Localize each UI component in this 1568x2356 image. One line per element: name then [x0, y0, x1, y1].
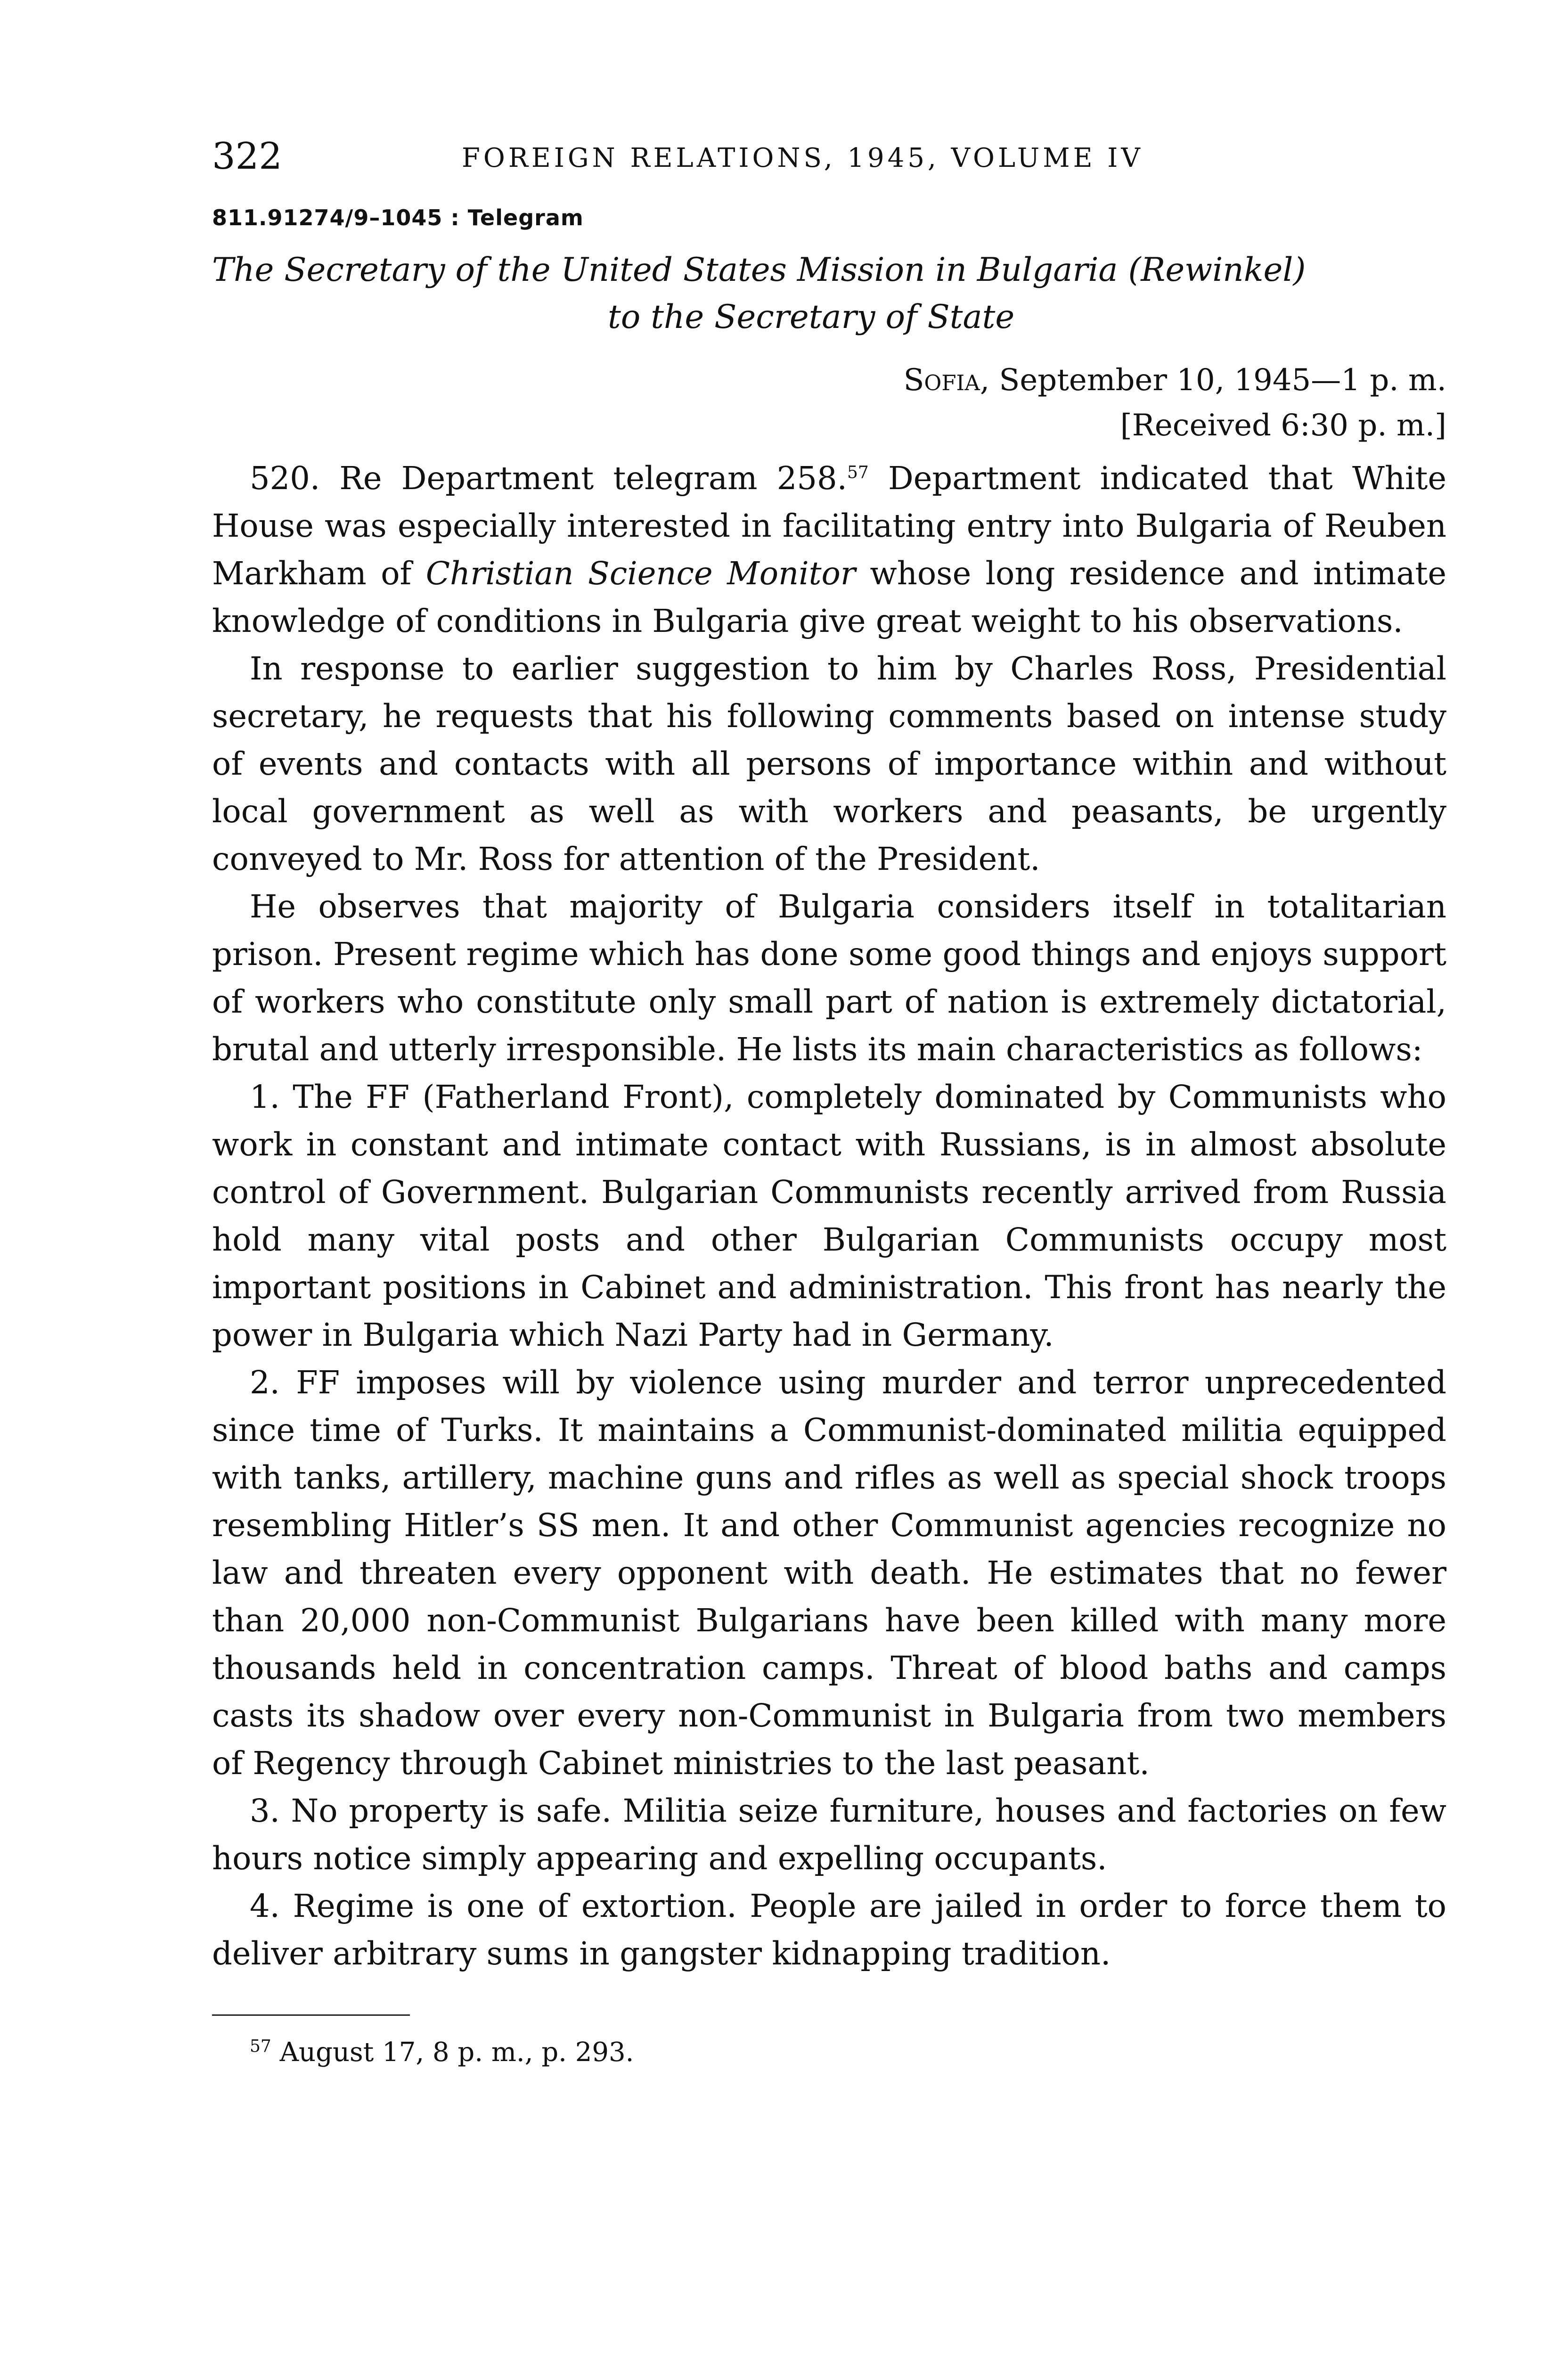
footnote-text: August 17, 8 p. m., p. 293. [271, 2037, 634, 2068]
footnote [212, 2034, 1446, 2071]
paragraph-5: 2. FF imposes will by violence using murder and terror unprecedented since time of Turks. It maintains a Communist-dominated militia equipped with tanks, artillery, machine guns and rifles as well as special shock troops resembling Hitler’s SS men. It and other Communist agencies recognize no law and threaten every opponent with death. He estimates that no fewer than 20,000 non-Communist Bulgarians have been killed with many more thousands held in concentration camps. Threat of blood baths and camps casts its shadow over every non-Communist in Bulgaria from two members of Regency through Cabinet ministries to the last peasant. [212, 1364, 1446, 1782]
footnote-marker: 57 [250, 2037, 271, 2056]
heading-line-1: The Secretary of the United States Mission in Bulgaria (Rewinkel) [212, 251, 1306, 289]
document-page [212, 125, 1446, 2356]
paragraph-1-part-3: whose long residence and intimate knowledge of conditions in Bulgaria give great weight to his observations. [212, 555, 1446, 639]
footnote-reference: 57 [847, 463, 869, 483]
paragraph-2: In response to earlier suggestion to him by Charles Ross, Presidential secretary, he requests that his following comments based on intense study of events and contacts with all persons of importance within and without local government as well as with workers and peasants, be urgently conveyed to Mr. Ross for attention of the President. [212, 650, 1446, 877]
dateline-sent [212, 358, 1446, 403]
paragraph-1-part-1: 520. Re Department telegram 258. [250, 460, 847, 497]
document-heading [212, 246, 1446, 341]
running-title: FOREIGN RELATIONS, 1945, VOLUME IV [462, 143, 1143, 173]
dateline-date: , September 10, 1945—1 p. m. [980, 363, 1446, 398]
dateline [212, 358, 1446, 448]
page-number: 322 [212, 135, 282, 178]
paragraph-3: He observes that majority of Bulgaria considers itself in totalitarian prison. Present regime which has done some good things and enjoys support of workers who constitute only small part of nation is extremely dictatorial, brutal and utterly irresponsible. He lists its main characteristics as follows: [212, 888, 1446, 1068]
dateline-city: Sofia [903, 363, 980, 398]
paragraph-6: 3. No property is safe. Militia seize furniture, houses and factories on few hours notice simply appearing and expelling occupants. [212, 1792, 1446, 1877]
heading-line-2: to the Secretary of State [608, 298, 1015, 336]
paragraph-4: 1. The FF (Fatherland Front), completely dominated by Communists who work in constant and intimate contact with Russians, is in almost absolute control of Government. Bulgarian Communists recently arrived from Russia hold many vital posts and other Bulgarian Communists occupy most important positions in Cabinet and administration. This front has nearly the power in Bulgaria which Nazi Party had in Germany. [212, 1079, 1446, 1353]
telegram-body [212, 455, 1446, 1978]
document-id: 811.91274/9–1045 : Telegram [212, 205, 584, 230]
paragraph-1-part-2: Department indicated that White House was especially interested in facilitating entry into Bulgaria of Reuben Markham of [212, 460, 1446, 592]
running-head [212, 125, 1446, 181]
paragraph-1 [212, 455, 1446, 645]
publication-title: Christian Science Monitor [425, 555, 856, 592]
footnote-rule [212, 2014, 410, 2016]
dateline-received: [Received 6:30 p. m.] [1120, 408, 1446, 443]
paragraph-7: 4. Regime is one of extortion. People are jailed in order to force them to deliver arbitrary sums in gangster kidnapping tradition. [212, 1888, 1446, 1972]
